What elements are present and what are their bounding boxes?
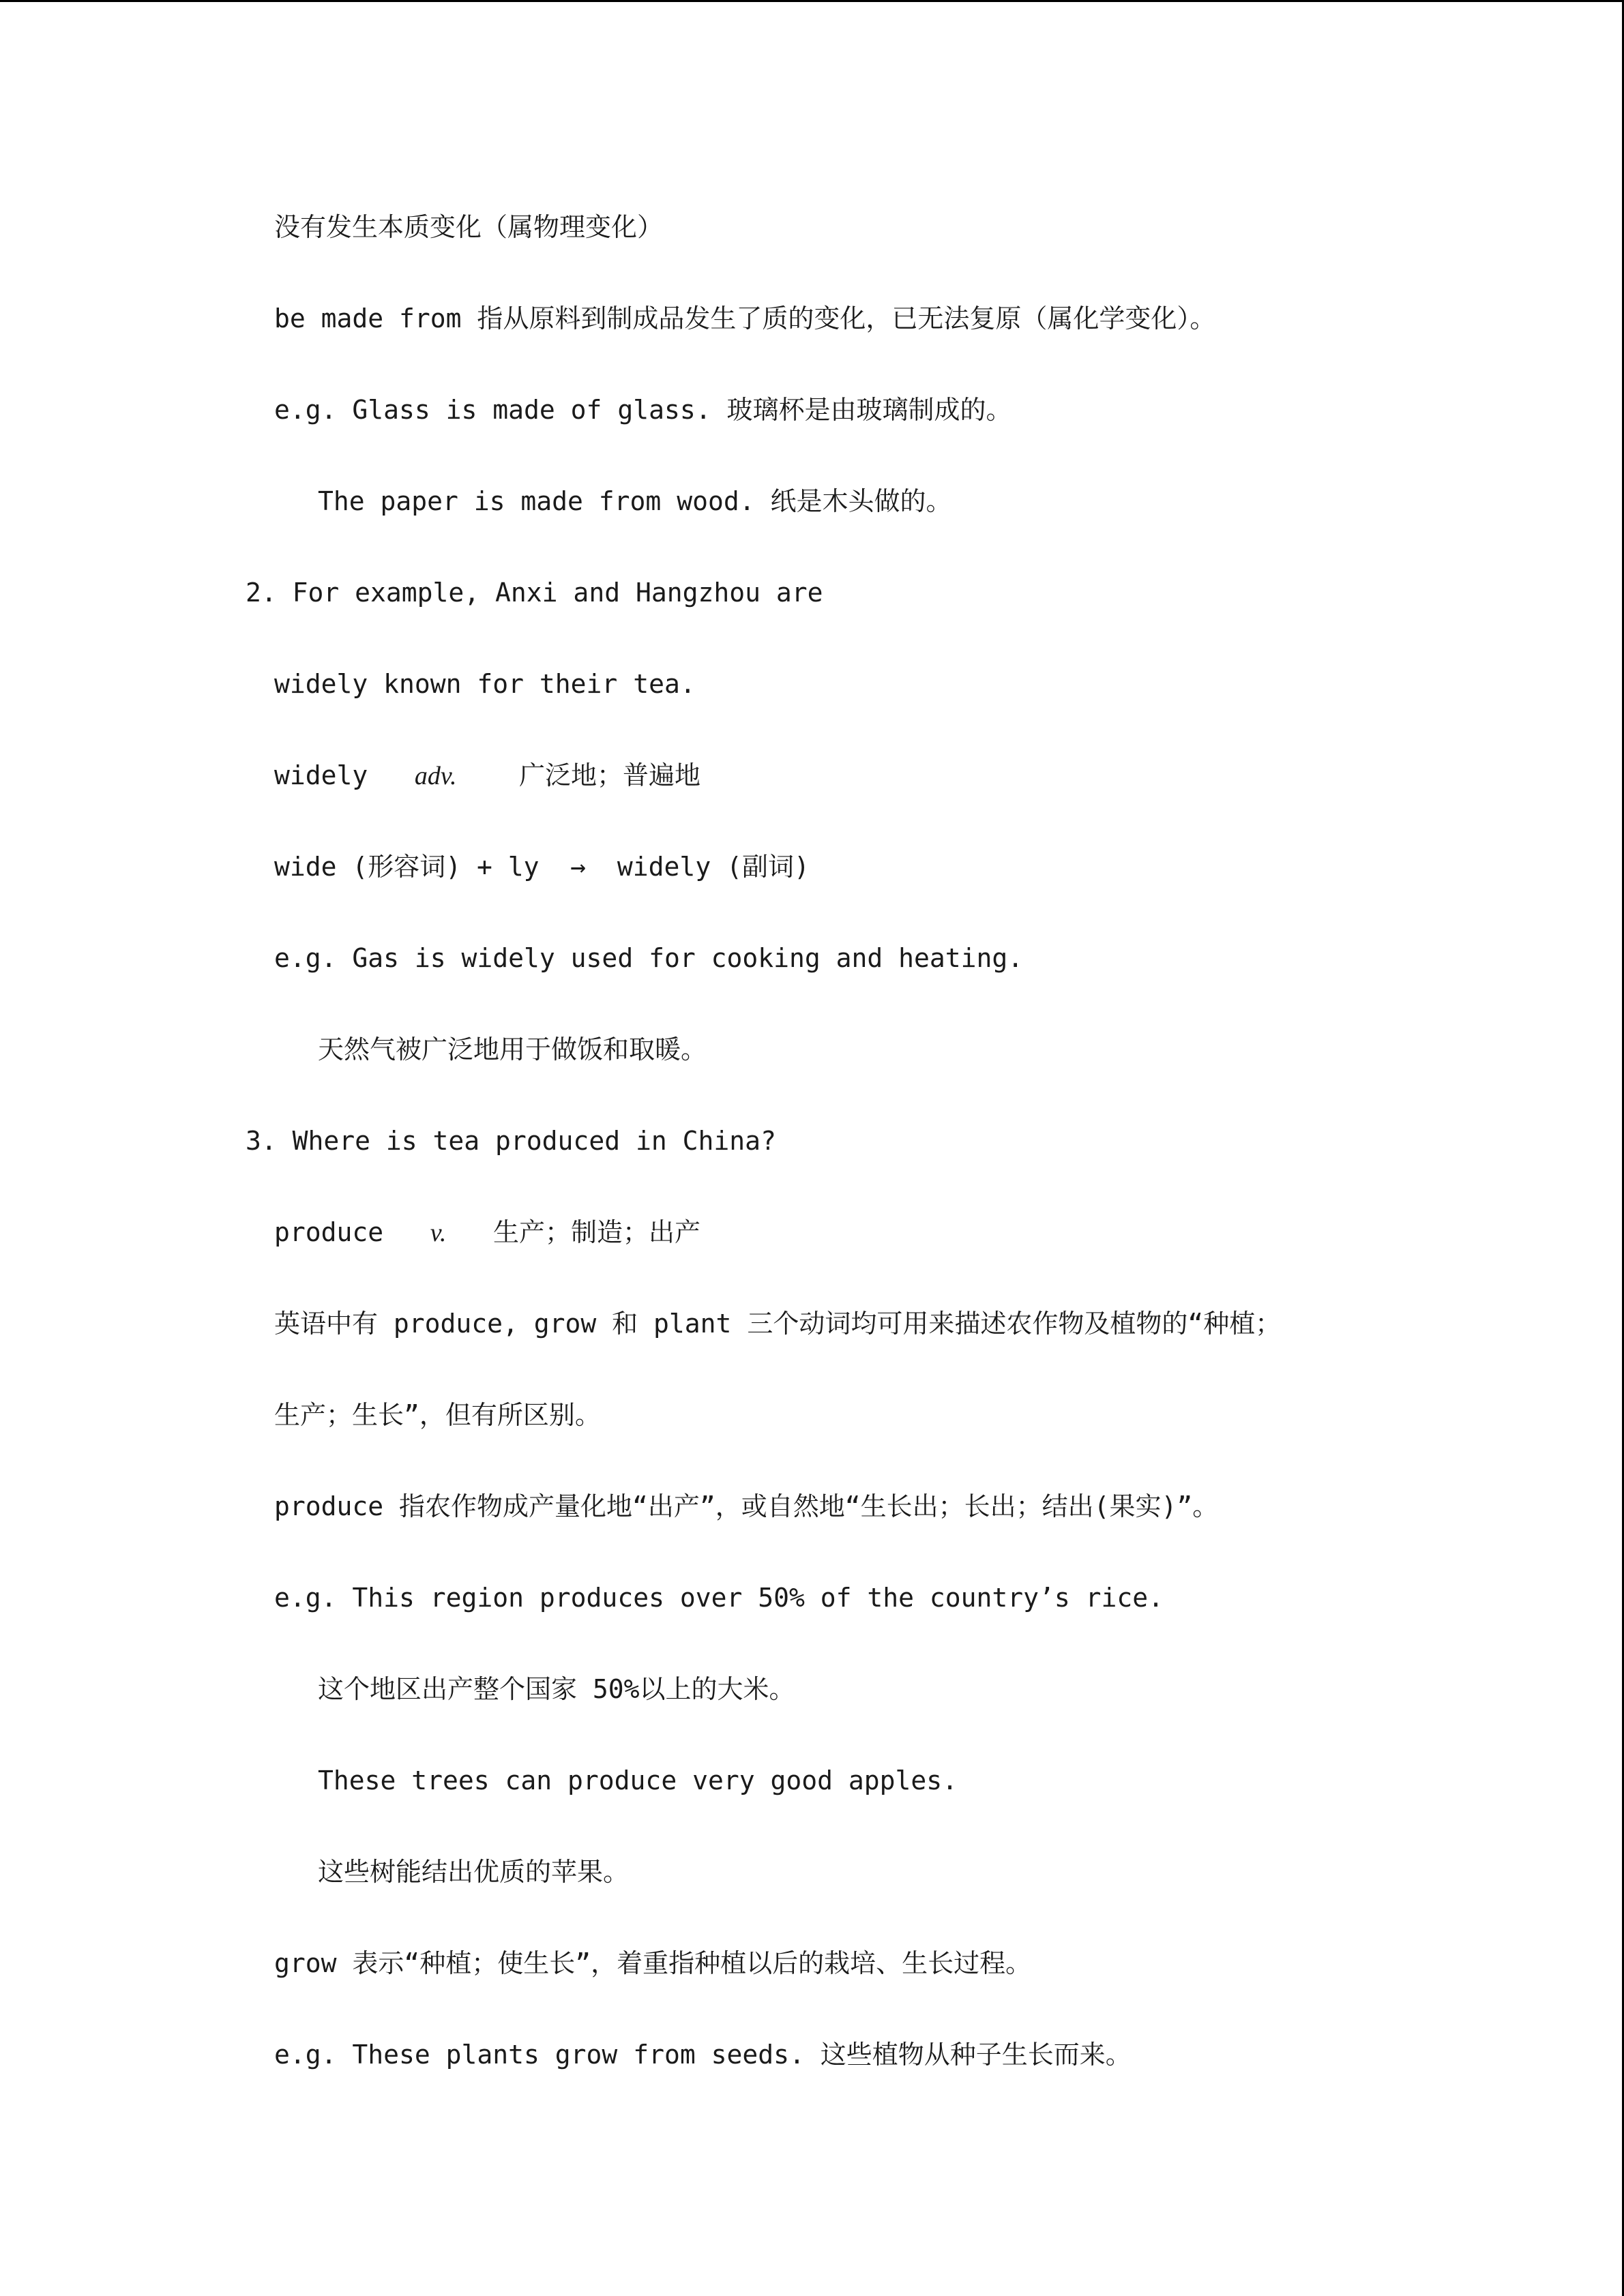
text-line-grow-meaning: grow 表示“种植；使生长”，着重指种植以后的栽培、生长过程。 <box>274 1948 1032 1978</box>
vocab-entry-produce <box>274 1216 700 1249</box>
text-line-produce-meaning: produce 指农作物成产量化地“出产”，或自然地“生长出；长出；结出(果实)”。 <box>274 1491 1219 1521</box>
text-line-example-plants: e.g. These plants grow from seeds. 这些植物从种子生长而来。 <box>274 2040 1132 2070</box>
vocab-word: produce <box>274 1217 384 1247</box>
text-line-example-glass: e.g. Glass is made of glass. 玻璃杯是由玻璃制成的。 <box>274 395 1012 425</box>
part-of-speech: v. <box>430 1219 447 1247</box>
text-line-made-from: be made from 指从原料到制成品发生了质的变化，已无法复原（属化学变化）。 <box>274 303 1216 333</box>
vocab-meaning: 生产；制造；出产 <box>492 1217 700 1247</box>
text-line-word-formation: wide (形容词) + ly → widely (副词) <box>274 852 810 882</box>
text-line-physical-change: 没有发生本质变化（属物理变化） <box>274 212 664 242</box>
text-line-example-trees: These trees can produce very good apples. <box>318 1765 958 1795</box>
vocab-entry-widely <box>274 759 700 792</box>
vocab-meaning: 广泛地；普遍地 <box>518 760 700 790</box>
text-line-widely-known: widely known for their tea. <box>274 669 696 699</box>
text-line-gas-translation: 天然气被广泛地用于做饭和取暖。 <box>318 1034 707 1064</box>
heading-item-2: 2. For example, Anxi and Hangzhou are <box>246 578 823 608</box>
text-line-example-paper: The paper is made from wood. 纸是木头做的。 <box>318 486 952 516</box>
text-line-example-region: e.g. This region produces over 50% of the country’s rice. <box>274 1583 1164 1613</box>
text-line-trees-translation: 这些树能结出优质的苹果。 <box>318 1857 630 1887</box>
vocab-word: widely <box>274 760 368 790</box>
text-line-verbs-comparison: 英语中有 produce, grow 和 plant 三个动词均可用来描述农作物及植物的“种植； <box>274 1309 1282 1339</box>
heading-item-3: 3. Where is tea produced in China? <box>246 1126 776 1156</box>
text-line-verbs-comparison-cont: 生产；生长”，但有所区别。 <box>274 1400 601 1430</box>
part-of-speech: adv. <box>414 762 457 790</box>
text-line-example-gas: e.g. Gas is widely used for cooking and heating. <box>274 943 1024 973</box>
text-line-region-translation: 这个地区出产整个国家 50%以上的大米。 <box>318 1674 795 1704</box>
